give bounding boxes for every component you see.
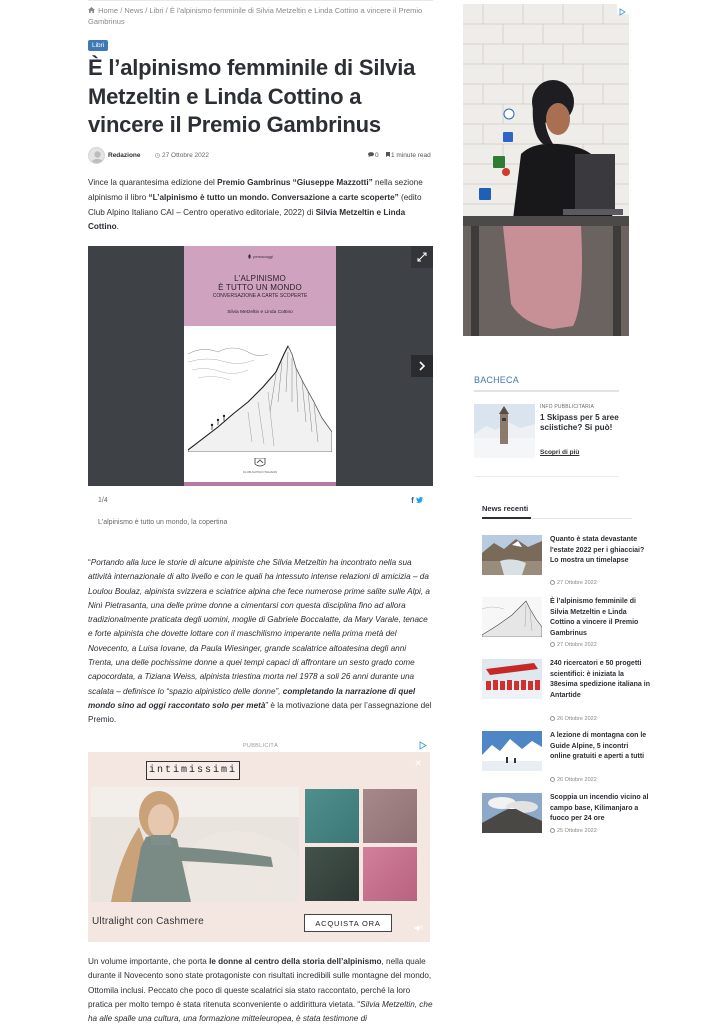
news-title[interactable]: A lezione di montagna con le Guide Alpine, 5 incontri online gratuiti e aperti a tutti xyxy=(550,732,647,760)
swatch-pink xyxy=(363,847,417,901)
news-thumbnail[interactable] xyxy=(482,793,542,833)
book-authors: Silvia Metzeltin e Linda Cottino xyxy=(227,310,293,315)
bacheca-divider xyxy=(474,390,619,392)
bookmark-icon xyxy=(386,152,390,157)
book-cover-image xyxy=(184,246,336,486)
intro-bold-prize: Premio Gambrinus “Giuseppe Mazzotti” xyxy=(217,178,373,187)
fabric-swatches xyxy=(305,789,417,902)
inline-ad-banner[interactable] xyxy=(88,752,430,942)
news-date xyxy=(550,579,597,586)
news-date xyxy=(550,827,597,834)
news-date-text: 27 Ottobre 2022 xyxy=(557,642,597,648)
breadcrumb-current: È l'alpinismo femminile di Silvia Metzeltin e Linda Cottino a vincere il Premio Gambrinus xyxy=(88,6,423,26)
article-body xyxy=(88,955,433,1026)
article-meta xyxy=(88,147,433,165)
news-title[interactable]: Quanto è stata devastante l'estate 2022 per i ghiacciai? Lo mostra un timelapse xyxy=(550,536,645,564)
adchoices-icon[interactable] xyxy=(617,4,629,14)
publish-date xyxy=(155,152,209,159)
user-icon xyxy=(89,148,105,164)
home-icon xyxy=(88,7,95,13)
intro-text: . xyxy=(116,222,119,232)
read-time xyxy=(386,152,431,159)
body-bold: le donne al centro della storia dell’alpinismo xyxy=(209,957,382,966)
guide-mountains-image xyxy=(482,731,542,771)
news-date xyxy=(550,715,597,722)
category-badge[interactable]: Libri xyxy=(88,40,108,51)
fullscreen-button[interactable] xyxy=(411,246,433,268)
breadcrumb-separator: / xyxy=(163,6,170,15)
author-avatar[interactable] xyxy=(88,147,105,164)
antarctica-team-image xyxy=(482,659,542,699)
breadcrumb-separator: / xyxy=(118,6,125,15)
ad-mute-icon[interactable]: ◀× xyxy=(414,925,424,932)
book-series xyxy=(184,253,336,259)
read-time-text: 1 minute read xyxy=(391,152,431,159)
clock-icon xyxy=(155,153,160,158)
news-title[interactable]: È l’alpinismo femminile di Silvia Metzeltin e Linda Cottino a vincere il Premio Gambrinus xyxy=(550,598,639,637)
facebook-share-icon[interactable]: f xyxy=(411,496,414,505)
ad-label: PUBBLICITÀ xyxy=(242,743,279,749)
intro-text: Vince la quarantesima edizione del xyxy=(88,178,218,187)
top-divider xyxy=(88,0,433,1)
news-date-text: 26 Ottobre 2022 xyxy=(557,716,597,722)
article-title: È l’alpinismo femminile di Silvia Metzeltin e Linda Cottino a vincere il Premio Gambrinus xyxy=(88,55,416,137)
intro-bold-book: “L’alpinismo è tutto un mondo. Conversazione a carte scoperte” xyxy=(148,192,399,202)
clock-icon xyxy=(550,828,555,833)
gallery-next-button[interactable] xyxy=(411,355,433,377)
ad-close-icon[interactable]: ✕ xyxy=(414,758,422,768)
body-text: , nella quale durante il Novecento sono state protagoniste con risultati incredibili sulle montagne del mondo, Ottomila inclusi. Peccato che poco di queste scalatrici sia stato raccontato, perché la loro pratica per molto tempo è stata ritenuta sconveniente o addirittura vietata. “ xyxy=(88,957,432,1009)
news-title[interactable]: 240 ricercatori e 50 progetti scientifici: è iniziata la 38esima spedizione italiana in Antartide xyxy=(550,660,650,699)
sidebar-ad-banner[interactable] xyxy=(463,4,629,336)
gallery-caption: L'alpinismo è tutto un mondo, la copertina xyxy=(98,519,228,526)
breadcrumb-libri[interactable]: Libri xyxy=(149,6,164,15)
swatch-darkgreen xyxy=(305,847,359,901)
expand-icon xyxy=(417,252,427,262)
news-thumbnail[interactable] xyxy=(482,659,542,699)
article-intro xyxy=(88,176,433,235)
ad-tagline: Ultralight con Cashmere xyxy=(92,916,204,927)
gallery-toolbar xyxy=(88,486,433,516)
news-date xyxy=(550,776,597,783)
recent-news-accent xyxy=(482,517,531,519)
body-italic: Silvia Metzeltin, che ha alle spalle una cultura, una formazione mitteleuropea, è stata testimone di xyxy=(88,999,433,1024)
news-date xyxy=(550,641,597,648)
article-quote xyxy=(88,556,433,728)
book-series-text: personaggi xyxy=(253,254,273,259)
intro-bold-authors: Silvia Metzeltin e Linda Cottino xyxy=(88,207,406,232)
recent-news-heading: News recenti xyxy=(482,504,529,513)
quote-close: ” è la motivazione data per l’assegnazione del Premio. xyxy=(88,700,432,725)
quote-bold-italic: completando la narrazione di quel mondo sino ad oggi raccontato solo per metà xyxy=(88,686,416,710)
cai-logo-icon xyxy=(254,458,266,468)
book-title xyxy=(184,275,336,292)
news-title[interactable]: Scoppia un incendio vicino al campo base, Kilimanjaro a fuoco per 24 ore xyxy=(550,794,649,822)
clock-icon xyxy=(550,777,555,782)
intro-text: (edito Club Alpino Italiano CAI – Centro operativo editoriale, 2022) di xyxy=(88,192,422,217)
comment-icon xyxy=(368,152,374,157)
image-gallery[interactable] xyxy=(88,246,433,486)
breadcrumb-news[interactable]: News xyxy=(124,6,144,15)
ad-buy-button[interactable]: ACQUISTA ORA xyxy=(304,914,392,932)
ad-woman-laptop-illustration xyxy=(463,4,629,336)
twitter-icon xyxy=(416,497,423,503)
clock-icon xyxy=(550,580,555,585)
breadcrumb-home[interactable]: Home xyxy=(98,6,119,15)
comments-count[interactable] xyxy=(368,152,379,159)
author-name[interactable]: Redazione xyxy=(108,152,141,159)
gallery-counter: 1/4 xyxy=(98,497,108,504)
lake-tower-image xyxy=(474,404,535,458)
bacheca-more-link[interactable]: Scopri di più xyxy=(540,449,580,456)
ad-info-icon xyxy=(617,7,629,17)
mountain-sketch xyxy=(188,332,332,452)
body-text: Un volume importante, che porta xyxy=(88,957,210,966)
comments-count-text: 0 xyxy=(375,152,379,159)
news-date-text: 27 Ottobre 2022 xyxy=(557,580,597,586)
twitter-share-icon[interactable] xyxy=(416,496,423,505)
ad-brand-logo: intimissimi xyxy=(146,761,240,780)
series-logo-icon xyxy=(247,254,252,259)
news-thumbnail[interactable] xyxy=(482,535,542,575)
news-thumbnail[interactable] xyxy=(482,597,542,637)
chevron-right-icon xyxy=(418,361,426,371)
quote-italic: Portando alla luce le storie di alcune alpiniste che Silvia Metzeltin ha incontrato nella sua attività internazionale di alto livello e con le quali ha intessuto intense relazioni di amicizia – da Loulou Boulaz, alpinista svizzera e sciatrice alpina che fece numerose prime salite sulle Alpi, a Ninì Pietrasanta, una delle prime donne a cimentarsi con questa disciplina fino ad allora tradizionalmente praticata degli uomini, moglie di Gabriele Boccalatte, da Mary Varale, tenace e forte alpinista che dovette lottare con il maschilismo imperante nella prima metà del Novecento, a Luisa Iovane, da Paula Wiesinger, grande scalatrice altoatesina degli anni Trenta, una delle pochissime donne a quei tempi capaci di affrontare un sesto grado come capocordata, a Tiziana Weiss, alpinista triestina morta nel 1978 a soli 26 anni durante una scalata – definisce lo “spazio alpinistico delle donne”, xyxy=(88,558,430,696)
bacheca-heading: BACHECA xyxy=(474,375,519,385)
news-date-text: 25 Ottobre 2022 xyxy=(557,828,597,834)
bacheca-headline[interactable]: 1 Skipass per 5 aree sciistiche? Si può! xyxy=(540,413,619,433)
bacheca-thumbnail[interactable] xyxy=(474,404,535,458)
breadcrumb-separator: / xyxy=(143,6,150,15)
bacheca-bottom-divider xyxy=(474,476,619,477)
model-illustration xyxy=(91,787,299,902)
bacheca-kicker: INFO PUBBLICITARIA xyxy=(540,404,595,410)
kilimanjaro-fire-image xyxy=(482,793,542,833)
book-title-line: È TUTTO UN MONDO xyxy=(218,282,302,292)
clock-icon xyxy=(550,642,555,647)
book-publisher: CLUB ALPINO ITALIANO xyxy=(243,470,277,474)
swatch-teal xyxy=(305,789,359,843)
book-subtitle: CONVERSAZIONE A CARTE SCOPERTE xyxy=(212,293,308,299)
breadcrumb xyxy=(88,5,428,27)
book-title-line: L'ALPINISMO xyxy=(234,274,286,283)
mountain-sketch-thumb xyxy=(482,597,542,637)
glacier-image xyxy=(482,535,542,575)
clock-icon xyxy=(550,716,555,721)
ad-model-photo xyxy=(91,787,299,902)
share-buttons xyxy=(411,496,423,505)
intro-text: nella sezione alpinismo il libro xyxy=(88,178,423,202)
publish-date-text: 27 Ottobre 2022 xyxy=(162,152,209,159)
quote-mark: “ xyxy=(88,558,91,567)
news-date-text: 26 Ottobre 2022 xyxy=(557,777,597,783)
news-thumbnail[interactable] xyxy=(482,731,542,771)
swatch-mauve xyxy=(363,789,417,843)
adchoices-icon[interactable] xyxy=(419,741,428,750)
